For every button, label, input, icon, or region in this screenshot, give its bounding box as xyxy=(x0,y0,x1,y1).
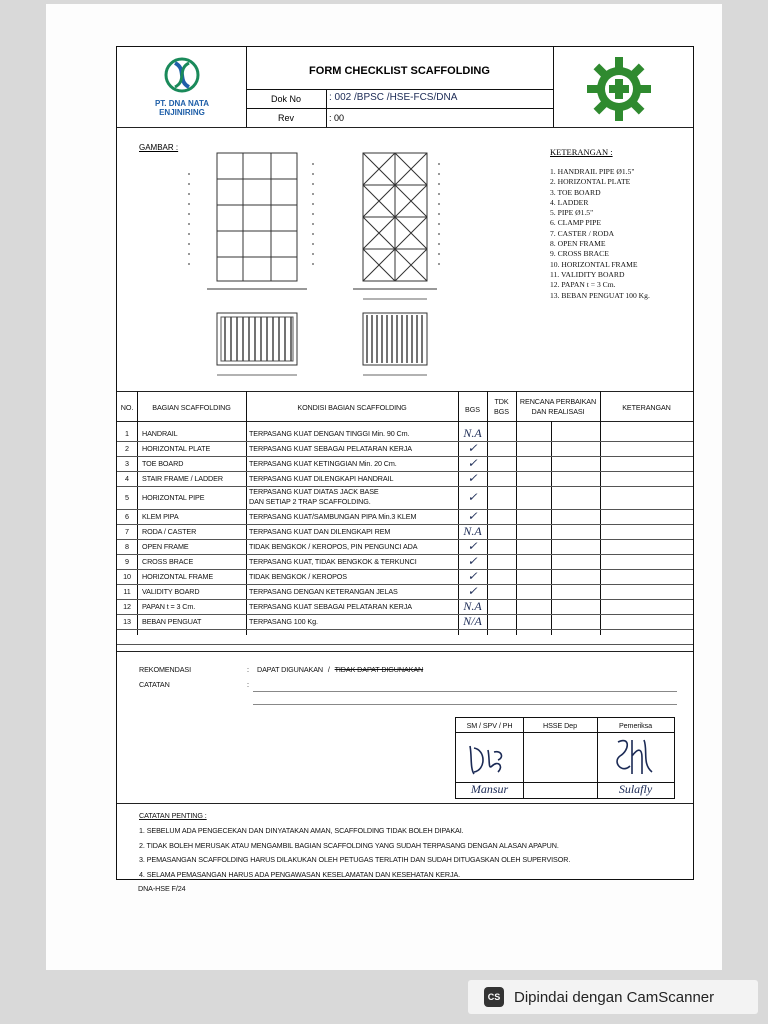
rev-value: : 00 xyxy=(329,113,345,123)
signature-pemeriksa-icon xyxy=(608,734,664,780)
row-number: 5 xyxy=(125,492,129,502)
row-number: 2 xyxy=(125,443,129,453)
catatan-label: CATATAN xyxy=(139,680,170,689)
row-number: 9 xyxy=(125,556,129,566)
checklist-form xyxy=(116,46,694,880)
row-number: 10 xyxy=(123,571,131,581)
legend-item: 13. BEBAN PENGUAT 100 Kg. xyxy=(550,290,650,300)
legend-item: 2. HORIZONTAL PLATE xyxy=(550,177,631,187)
header-tdk-bgs-line1: TDK xyxy=(494,397,509,406)
row-bagian: CROSS BRACE xyxy=(142,556,194,566)
note-item: 4. SELAMA PEMASANGAN HARUS ADA PENGAWASAN KESELAMATAN DAN KESEHATAN KERJA. xyxy=(139,869,461,879)
row-bagian: PAPAN t = 3 Cm. xyxy=(142,601,196,611)
legend-list xyxy=(550,167,650,301)
row-bagian: BEBAN PENGUAT xyxy=(142,616,202,626)
note-item: 2. TIDAK BOLEH MERUSAK ATAU MENGAMBIL BAGIAN SCAFFOLDING YANG SUDAH TERPASANG DENGAN ALASAN APAPUN. xyxy=(139,840,559,850)
rekomendasi-label: REKOMENDASI xyxy=(139,665,192,674)
row-kondisi: TERPASANG KUAT DILENGKAPI HANDRAIL xyxy=(249,473,394,483)
row-bgs-mark: ✓ xyxy=(467,568,478,583)
row-bgs-mark: ✓ xyxy=(467,455,478,470)
row-bgs-mark: N/A xyxy=(463,613,482,628)
rekomendasi-colon: : xyxy=(247,665,249,674)
row-number: 8 xyxy=(125,541,129,551)
row-bgs-mark: N.A xyxy=(463,598,482,613)
row-bgs-mark: ✓ xyxy=(467,583,478,598)
sig-col-hsse: HSSE Dep xyxy=(543,721,577,730)
row-bagian: VALIDITY BOARD xyxy=(142,586,200,596)
form-title: FORM CHECKLIST SCAFFOLDING xyxy=(309,65,490,77)
row-number: 7 xyxy=(125,526,129,536)
legend-item: 6. CLAMP PIPE xyxy=(550,218,601,228)
row-bgs-mark: ✓ xyxy=(467,440,478,455)
form-code: DNA-HSE F/24 xyxy=(138,884,186,893)
company-name-line2: ENJINIRING xyxy=(159,108,205,117)
row-number: 1 xyxy=(125,428,129,438)
row-number: 11 xyxy=(123,586,131,596)
row-kondisi: TERPASANG KUAT/SAMBUNGAN PIPA Min.3 KLEM xyxy=(249,511,417,521)
row-bgs-mark: ✓ xyxy=(467,508,478,523)
row-bagian: TOE BOARD xyxy=(142,458,184,468)
row-kondisi: TIDAK BENGKOK / KEROPOS xyxy=(249,571,347,581)
sig-name-sm: Mansur xyxy=(470,782,509,796)
row-bagian: HORIZONTAL FRAME xyxy=(142,571,214,581)
row-number: 3 xyxy=(125,458,129,468)
row-bagian: RODA / CASTER xyxy=(142,526,197,536)
row-number: 4 xyxy=(125,473,129,483)
header-kondisi: KONDISI BAGIAN SCAFFOLDING xyxy=(297,403,407,412)
gambar-label: GAMBAR : xyxy=(139,143,179,152)
catatan-line-1 xyxy=(253,691,677,692)
row-kondisi: TERPASANG DENGAN KETERANGAN JELAS xyxy=(249,586,398,596)
header-rencana xyxy=(516,397,600,417)
row-kondisi: TERPASANG 100 Kg. xyxy=(249,616,318,626)
row-kondisi: TERPASANG KUAT DENGAN TINGGI Min. 90 Cm. xyxy=(249,428,410,438)
legend-item: 12. PAPAN t = 3 Cm. xyxy=(550,280,616,290)
row-number: 12 xyxy=(123,601,131,611)
sig-col-sm: SM / SPV / PH xyxy=(466,721,513,730)
row-bagian: HANDRAIL xyxy=(142,428,178,438)
row-kondisi: TERPASANG KUAT SEBAGAI PELATARAN KERJA xyxy=(249,601,412,611)
row-kondisi: TIDAK BENGKOK / KEROPOS, PIN PENGUNCI ADA xyxy=(249,541,418,551)
signature-sm-icon xyxy=(464,736,514,780)
option-dapat-digunakan: DAPAT DIGUNAKAN xyxy=(257,665,323,674)
row-kondisi: TERPASANG KUAT SEBAGAI PELATARAN KERJA xyxy=(249,443,412,453)
row-kondisi-line2: DAN SETIAP 2 TRAP SCAFFOLDING. xyxy=(249,497,371,506)
row-kondisi: TERPASANG KUAT, TIDAK BENGKOK & TERKUNCI xyxy=(249,556,417,566)
keterangan-title: KETERANGAN : xyxy=(550,147,613,157)
header-tdk-bgs-line2: BGS xyxy=(494,407,509,416)
header-keterangan: KETERANGAN xyxy=(622,403,671,412)
scaffold-elevation-icon xyxy=(177,143,507,387)
camscanner-text: Dipindai dengan CamScanner xyxy=(514,988,715,1006)
header-rencana-line2: DAN REALISASI xyxy=(531,407,585,416)
header-no: NO. xyxy=(120,403,134,412)
legend-item: 5. PIPE Ø1.5" xyxy=(550,208,594,218)
camscanner-watermark xyxy=(468,980,758,1014)
row-bagian: HORIZONTAL PLATE xyxy=(142,443,211,453)
row-bagian: STAIR FRAME / LADDER xyxy=(142,473,223,483)
legend-item: 11. VALIDITY BOARD xyxy=(550,269,625,279)
row-bgs-mark: N.A xyxy=(463,523,482,538)
company-name-line1: PT. DNA NATA xyxy=(154,99,210,108)
row-bagian: KLEM PIPA xyxy=(142,511,179,521)
safety-gear-icon xyxy=(585,55,653,123)
sig-col-pemeriksa: Pemeriksa xyxy=(618,721,653,730)
option-separator: / xyxy=(327,665,330,674)
dok-no-label: Dok No xyxy=(270,94,301,104)
row-bgs-mark: ✓ xyxy=(467,538,478,553)
catatan-colon: : xyxy=(247,680,249,689)
header-bagian: BAGIAN SCAFFOLDING xyxy=(152,403,231,412)
header-tdk-bgs xyxy=(487,397,516,417)
option-tidak-dapat-digunakan: TIDAK DAPAT DIGUNAKAN xyxy=(334,665,424,674)
rekomendasi-options xyxy=(257,665,423,674)
dna-logo-icon xyxy=(137,55,227,95)
notes-list xyxy=(139,824,570,882)
scaffold-drawing xyxy=(177,143,507,387)
row-bgs-mark: ✓ xyxy=(467,470,478,485)
catatan-line-2 xyxy=(253,704,677,705)
note-item: 3. PEMASANGAN SCAFFOLDING HARUS DILAKUKAN OLEH PETUGAS TERLATIH DAN SUDAH DITUGASKAN OLEH SUPERVISOR. xyxy=(139,855,571,864)
row-bgs-mark: N.A xyxy=(463,425,482,440)
row-kondisi: TERPASANG KUAT DAN DILENGKAPI REM xyxy=(249,526,391,536)
legend-item: 3. TOE BOARD xyxy=(550,187,601,197)
row-kondisi: TERPASANG KUAT KETINGGIAN Min. 20 Cm. xyxy=(249,458,397,468)
rev-label: Rev xyxy=(277,113,294,123)
dok-no-value: : 002 /BPSC /HSE-FCS/DNA xyxy=(329,92,458,103)
notes-title: CATATAN PENTING : xyxy=(139,811,207,820)
signature-table xyxy=(455,717,675,799)
row-bagian: HORIZONTAL PIPE xyxy=(142,492,205,502)
legend-item: 10. HORIZONTAL FRAME xyxy=(550,259,638,269)
hse-logo xyxy=(585,55,653,123)
sig-name-pemeriksa: Sulafly xyxy=(618,782,653,796)
note-item: 1. SEBELUM ADA PENGECEKAN DAN DINYATAKAN AMAN, SCAFFOLDING TIDAK BOLEH DIPAKAI. xyxy=(139,826,464,835)
company-logo xyxy=(137,55,227,95)
legend-item: 7. CASTER / RODA xyxy=(550,228,615,238)
legend-item: 1. HANDRAIL PIPE Ø1.5" xyxy=(550,167,635,176)
legend-item: 9. CROSS BRACE xyxy=(550,249,609,259)
row-number: 13 xyxy=(123,616,131,626)
row-bgs-mark: ✓ xyxy=(467,553,478,568)
row-bgs-mark: ✓ xyxy=(467,489,478,504)
row-kondisi: TERPASANG KUAT DIATAS JACK BASE xyxy=(249,487,379,496)
legend-item: 8. OPEN FRAME xyxy=(550,239,606,249)
header-bgs: BGS xyxy=(465,405,480,414)
row-number: 6 xyxy=(125,511,129,521)
camscanner-logo-icon: CS xyxy=(484,987,504,1007)
legend-item: 4. LADDER xyxy=(550,197,589,207)
header-rencana-line1: RENCANA PERBAIKAN xyxy=(519,397,597,406)
row-bagian: OPEN FRAME xyxy=(142,541,189,551)
